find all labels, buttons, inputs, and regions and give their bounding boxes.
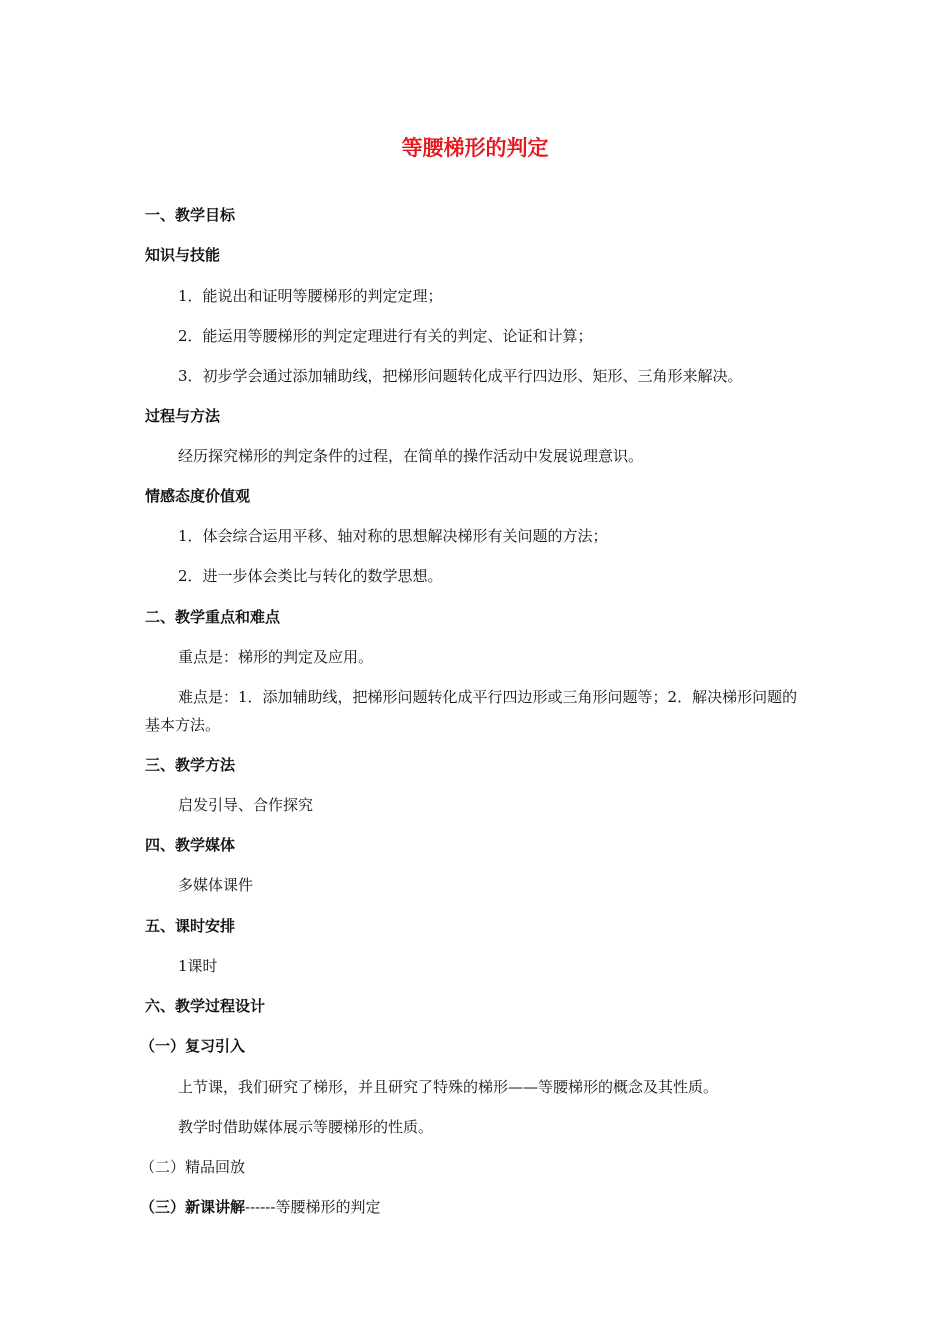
new-lesson-dashes: ------ [245,1198,276,1216]
subheading-process-method: 过程与方法 [145,407,221,425]
section-heading-teaching-goals: 一、教学目标 [145,206,236,224]
difficulty-text: 难点是：1．添加辅助线，把梯形问题转化成平行四边形或三角形问题等；2．解决梯形问题的基本方法。 [145,688,798,734]
section-heading-key-points: 二、教学重点和难点 [145,608,281,626]
review-text: 教学时借助媒体展示等腰梯形的性质。 [178,1118,434,1136]
emotion-item: 2．进一步体会类比与转化的数学思想。 [178,567,443,585]
section-heading-teaching-method: 三、教学方法 [145,756,236,774]
subheading-knowledge-skills: 知识与技能 [145,246,221,264]
review-text: 上节课，我们研究了梯形，并且研究了特殊的梯形——等腰梯形的概念及其性质。 [178,1078,719,1096]
media-text: 多媒体课件 [178,876,254,894]
new-lesson-label: （三）新课讲解 [140,1198,246,1216]
emotion-item: 1．体会综合运用平移、轴对称的思想解决梯形有关问题的方法； [178,527,608,545]
knowledge-item: 1．能说出和证明等腰梯形的判定定理； [178,287,443,305]
section-heading-media: 四、教学媒体 [145,836,236,854]
section-heading-schedule: 五、课时安排 [145,917,236,935]
knowledge-item: 2．能运用等腰梯形的判定定理进行有关的判定、论证和计算； [178,327,593,345]
teaching-method-text: 启发引导、合作探究 [178,796,314,814]
new-lesson-topic: 等腰梯形的判定 [275,1198,381,1216]
process-text: 经历探究梯形的判定条件的过程，在简单的操作活动中发展说理意识。 [178,447,644,465]
key-point-text: 重点是：梯形的判定及应用。 [178,648,374,666]
part-heading-replay: （二）精品回放 [140,1158,246,1176]
page-title: 等腰梯形的判定 [401,136,549,160]
schedule-text: 1课时 [178,957,218,975]
section-heading-process-design: 六、教学过程设计 [145,997,266,1015]
knowledge-item: 3．初步学会通过添加辅助线，把梯形问题转化成平行四边形、矩形、三角形来解决。 [178,367,743,385]
part-heading-review: （一）复习引入 [140,1037,246,1055]
part-heading-new-lesson [140,1193,805,1221]
subheading-emotion-values: 情感态度价值观 [145,487,251,505]
